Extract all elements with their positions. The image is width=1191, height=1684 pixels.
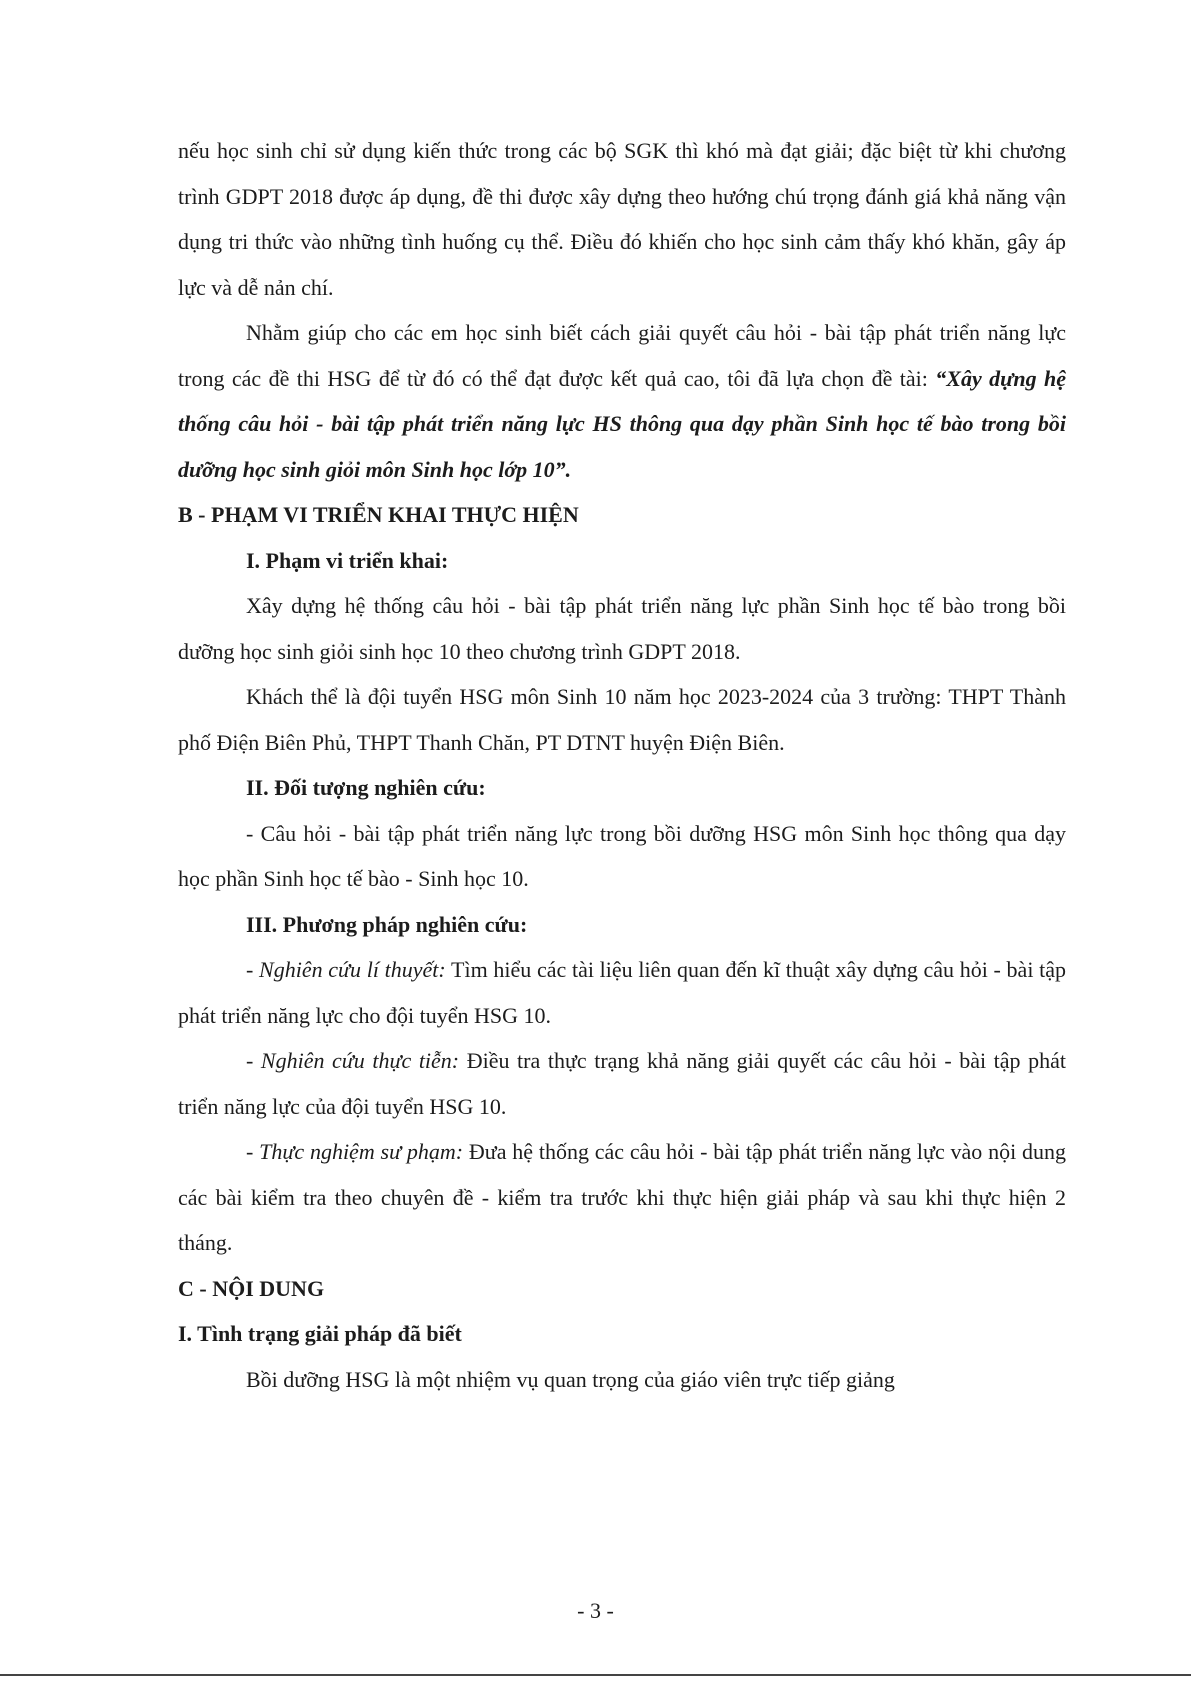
- method-theory-text: Tìm hiểu các tài liệu liên quan đến kĩ thuật xây dựng câu hỏi - bài tập phát triển năng lực cho đội tuyển HSG 10.: [178, 957, 1067, 1028]
- intro-paragraph: nếu học sinh chỉ sử dụng kiến thức trong các bộ SGK thì khó mà đạt giải; đặc biệt từ khi chương trình GDPT 2018 được áp dụng, đề thi được xây dựng theo hướng chú trọng đánh giá khả năng vận dụng tri thức vào những tình huống cụ thể. Điều đó khiến cho học sinh cảm thấy khó khăn, gây áp lực và dễ nản chí.: [178, 138, 1066, 300]
- scope-paragraph: Xây dựng hệ thống câu hỏi - bài tập phát triển năng lực phần Sinh học tế bào trong bồi dưỡng học sinh giỏi sinh học 10 theo chương trình GDPT 2018.: [178, 593, 1066, 664]
- method-theory-paragraph: - Nghiên cứu lí thuyết: Tìm hiểu các tài liệu liên quan đến kĩ thuật xây dựng câu hỏi - bài tập phát triển năng lực cho đội tuyển HSG 10.: [178, 957, 1067, 1028]
- method-practice-text: Điều tra thực trạng khả năng giải quyết các câu hỏi - bài tập phát triển năng lực của đội tuyển HSG 10.: [178, 1048, 1066, 1119]
- topic-title: “Xây dựng hệ thống câu hỏi - bài tập phát triển năng lực HS thông qua dạy phần Sinh học tế bào trong bồi dưỡng học sinh giỏi môn Sinh học lớp 10”.: [178, 365, 1066, 482]
- section-b-heading: B - PHẠM VI TRIỂN KHAI THỰC HIỆN: [178, 502, 579, 527]
- known-solutions-heading: I. Tình trạng giải pháp đã biết: [178, 1321, 462, 1346]
- research-object-heading: II. Đối tượng nghiên cứu:: [246, 775, 486, 800]
- method-theory-label: Nghiên cứu lí thuyết:: [259, 957, 446, 982]
- topic-lead-text: Nhằm giúp cho các em học sinh biết cách giải quyết câu hỏi - bài tập phát triển năng lực trong các đề thi HSG để từ đó có thể đạt được kết quả cao, tôi đã lựa chọn đề tài:: [178, 320, 1066, 391]
- method-experiment-paragraph: - Thực nghiệm sư phạm: Đưa hệ thống các câu hỏi - bài tập phát triển năng lực vào nội dung các bài kiểm tra theo chuyên đề - kiểm tra trước khi thực hiện giải pháp và sau khi thực hiện 2 tháng.: [178, 1139, 1067, 1255]
- method-practice-label: Nghiên cứu thực tiễn:: [260, 1048, 460, 1073]
- known-solutions-paragraph: Bồi dưỡng HSG là một nhiệm vụ quan trọng của giáo viên trực tiếp giảng: [246, 1366, 895, 1392]
- scope-heading: I. Phạm vi triển khai:: [246, 547, 449, 573]
- page-content: [178, 128, 1066, 1402]
- topic-paragraph: [178, 310, 1066, 492]
- section-c-heading: C - NỘI DUNG: [178, 1275, 325, 1301]
- method-practice-paragraph: - Nghiên cứu thực tiễn: Điều tra thực trạng khả năng giải quyết các câu hỏi - bài tập phát triển năng lực của đội tuyển HSG 10.: [178, 1048, 1066, 1119]
- subjects-paragraph: Khách thể là đội tuyển HSG môn Sinh 10 năm học 2023-2024 của 3 trường: THPT Thành phố Điện Biên Phủ, THPT Thanh Chăn, PT DTNT huyện Điện Biên.: [178, 684, 1066, 755]
- method-experiment-text: Đưa hệ thống các câu hỏi - bài tập phát triển năng lực vào nội dung các bài kiểm tra theo chuyên đề - kiểm tra trước khi thực hiện giải pháp và sau khi thực hiện 2 tháng.: [178, 1139, 1067, 1255]
- methods-heading: III. Phương pháp nghiên cứu:: [246, 911, 528, 937]
- scan-bottom-edge: [0, 1674, 1191, 1682]
- research-object-paragraph: - Câu hỏi - bài tập phát triển năng lực trong bồi dưỡng HSG môn Sinh học thông qua dạy học phần Sinh học tế bào - Sinh học 10.: [178, 820, 1066, 891]
- page-number: - 3 -: [577, 1598, 614, 1623]
- method-experiment-label: Thực nghiệm sư phạm:: [259, 1139, 464, 1164]
